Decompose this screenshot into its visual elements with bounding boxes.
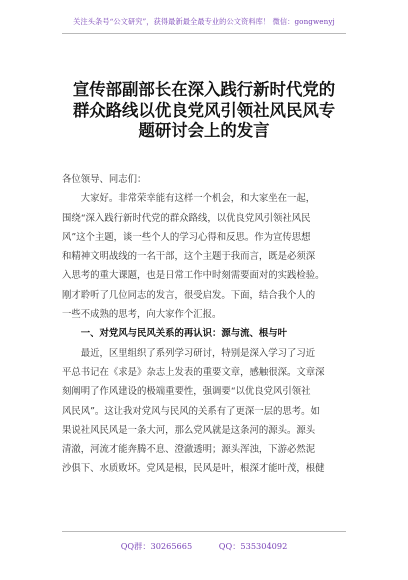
document-body <box>62 170 352 479</box>
paragraph-line: 一些不成熟的思考，向大家作个汇报。 <box>62 309 222 321</box>
paragraph-line: 围绕“深入践行新时代党的群众路线，以优良党风引领社风民 <box>62 212 311 224</box>
paragraph-line: 风民风”。这让我对党风与民风的关系有了更深一层的思考。如 <box>62 405 320 417</box>
paragraph-line: 刻阐明了作风建设的极端重要性，强调要“以优良党风引领社 <box>62 386 311 398</box>
paragraph-line: 清澈，河流才能奔腾不息、澄澈透明；源头浑浊，下游必然泥 <box>62 444 316 456</box>
paragraph-line: 最近，区里组织了系列学习研讨，特别是深入学习了习近 <box>80 347 316 359</box>
salutation: 各位领导、同志们： <box>62 174 147 185</box>
paragraph-line: 大家好。非常荣幸能有这样一个机会，和大家坐在一起， <box>80 193 316 205</box>
footer-divider <box>62 531 346 532</box>
document-title <box>40 80 368 142</box>
paragraph-line: 风”这个主题，谈一些个人的学习心得和反思。作为宣传思想 <box>62 231 311 243</box>
paragraph-line: 入思考的重大课题，也是日常工作中时刻需要面对的实践检验。 <box>62 270 325 282</box>
title-line: 群众路线以优良党风引领社风民风专 <box>72 100 336 120</box>
footer-qq-group: QQ群：30265665 <box>120 541 193 551</box>
section-heading: 一、对党风与民风关系的再认识：源与流、根与叶 <box>80 328 288 340</box>
paragraph-line: 平总书记在《求是》杂志上发表的重要文章，感触很深。文章深 <box>62 366 325 378</box>
header-note: 关注头条号“公文研究”，获得最新最全最专业的公文资料库！ 微信：gongwenyj <box>73 17 335 26</box>
paragraph-line: 果说社风民风是一条大河，那么党风就是这条河的源头。源头 <box>62 424 316 436</box>
paragraph-line: 沙俱下、水质败坏。党风是根，民风是叶，根深才能叶茂，根健 <box>62 463 325 475</box>
paragraph-line: 刚才聆听了几位同志的发言，很受启发。下面，结合我个人的 <box>62 289 316 301</box>
title-line: 宣传部副部长在深入践行新时代党的 <box>72 80 336 99</box>
footer-qq: QQ：535304092 <box>218 541 288 551</box>
title-line: 题研讨会上的发言 <box>138 121 270 140</box>
header-divider <box>62 33 346 34</box>
paragraph-line: 和精神文明战线的一名干部，这个主题于我而言，既是必须深 <box>62 251 316 263</box>
footer <box>0 541 408 552</box>
